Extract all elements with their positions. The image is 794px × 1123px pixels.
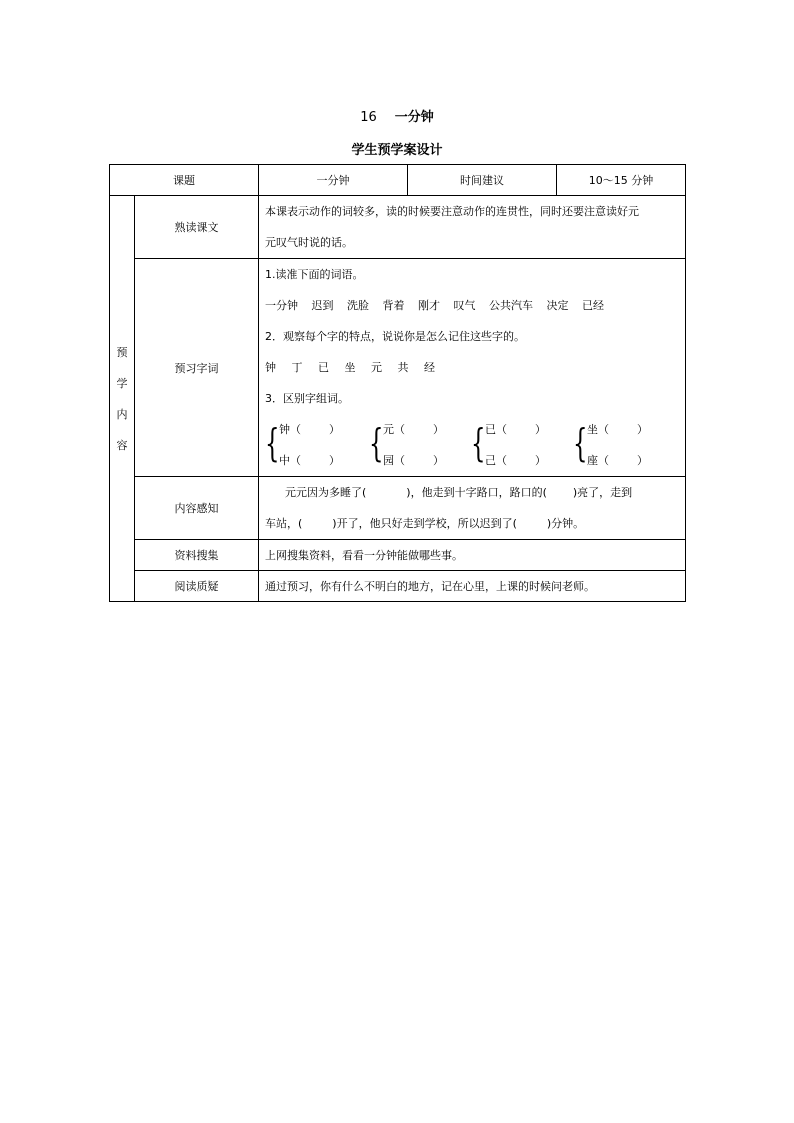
- word: 一分钟: [265, 299, 298, 312]
- word: 已经: [582, 299, 604, 312]
- familiar-row: [110, 196, 686, 259]
- time-label: 时间建议: [408, 165, 557, 196]
- preview-row: [110, 259, 686, 477]
- content-text: [259, 477, 686, 540]
- side-char: 学: [116, 376, 128, 390]
- word: 叹气: [453, 299, 476, 312]
- char: 元: [371, 361, 382, 374]
- char: 钟: [265, 361, 276, 374]
- char: 坐: [344, 361, 356, 374]
- question-1: 1.读准下面的词语。: [265, 268, 364, 281]
- research-text: 上网搜集资料，看看一分钟能做哪些事。: [259, 540, 686, 571]
- question-row: [110, 571, 686, 602]
- preview-label: 预习字词: [135, 259, 259, 477]
- side-char: 内: [116, 407, 128, 421]
- word: 迟到: [311, 299, 334, 312]
- char-pair-group: [265, 414, 385, 476]
- side-char: 容: [116, 438, 128, 452]
- pair-item: 元（ ）: [383, 423, 444, 436]
- question-3: 3．区别字组词。: [265, 392, 349, 405]
- char: 共: [397, 361, 409, 374]
- question-label: 阅读质疑: [135, 571, 259, 602]
- familiar-label: 熟读课文: [135, 196, 259, 259]
- time-value: 10～15 分钟: [557, 165, 686, 196]
- pair-item: 座（ ）: [587, 454, 648, 467]
- page-subtitle: 学生预学案设计: [351, 143, 443, 158]
- char-pair-groups: [265, 414, 679, 476]
- brace-glyph: {: [369, 421, 384, 465]
- pair-item: 中（ ）: [279, 454, 340, 467]
- word: 决定: [546, 299, 569, 312]
- word-list: [265, 290, 679, 321]
- content-row: [110, 477, 686, 540]
- topic-label: 课题: [110, 165, 259, 196]
- content-line: 元元因为多睡了( )，他走到十字路口，路口的( )亮了，走到: [285, 486, 633, 499]
- question-2: 2．观察每个字的特点，说说你是怎么记住这些字的。: [265, 330, 525, 343]
- research-row: [110, 540, 686, 571]
- side-char: 预: [116, 345, 128, 359]
- familiar-content: [259, 196, 686, 259]
- content-label: 内容感知: [135, 477, 259, 540]
- char: 已: [318, 361, 329, 374]
- lesson-title: 一分钟: [394, 110, 434, 125]
- brace-glyph: {: [471, 421, 486, 465]
- preview-table: [109, 164, 686, 602]
- familiar-line: 本课表示动作的词较多，读的时候要注意动作的连贯性，同时还要注意读好元: [265, 205, 639, 218]
- pair-item: 已（ ）: [485, 423, 546, 436]
- lesson-number: 16: [360, 110, 377, 125]
- word: 公共汽车: [489, 299, 533, 312]
- brace-glyph: {: [265, 421, 280, 465]
- brace-glyph: {: [573, 421, 588, 465]
- char: 丁: [291, 361, 303, 374]
- pair-item: 坐（ ）: [587, 423, 648, 436]
- familiar-line: 元叹气时说的话。: [265, 236, 353, 249]
- char-list: [265, 352, 679, 383]
- char: 经: [424, 361, 435, 374]
- content-line: 车站，( )开了，他只好走到学校，所以迟到了( )分钟。: [265, 517, 585, 530]
- pair-item: 钟（ ）: [279, 423, 340, 436]
- research-label: 资料搜集: [135, 540, 259, 571]
- pair-item: 己（ ）: [485, 454, 546, 467]
- question-text: 通过预习，你有什么不明白的地方，记在心里，上课的时候问老师。: [259, 571, 686, 602]
- lesson-heading: [0, 106, 794, 125]
- topic-value: 一分钟: [259, 165, 408, 196]
- char-pair-group: [573, 414, 693, 476]
- preview-content: [259, 259, 686, 477]
- word: 洗脸: [347, 299, 369, 312]
- header-row: [110, 165, 686, 196]
- word: 背着: [382, 299, 405, 312]
- pair-item: 园（ ）: [383, 454, 444, 467]
- side-label: [110, 196, 135, 602]
- word: 刚才: [418, 299, 440, 312]
